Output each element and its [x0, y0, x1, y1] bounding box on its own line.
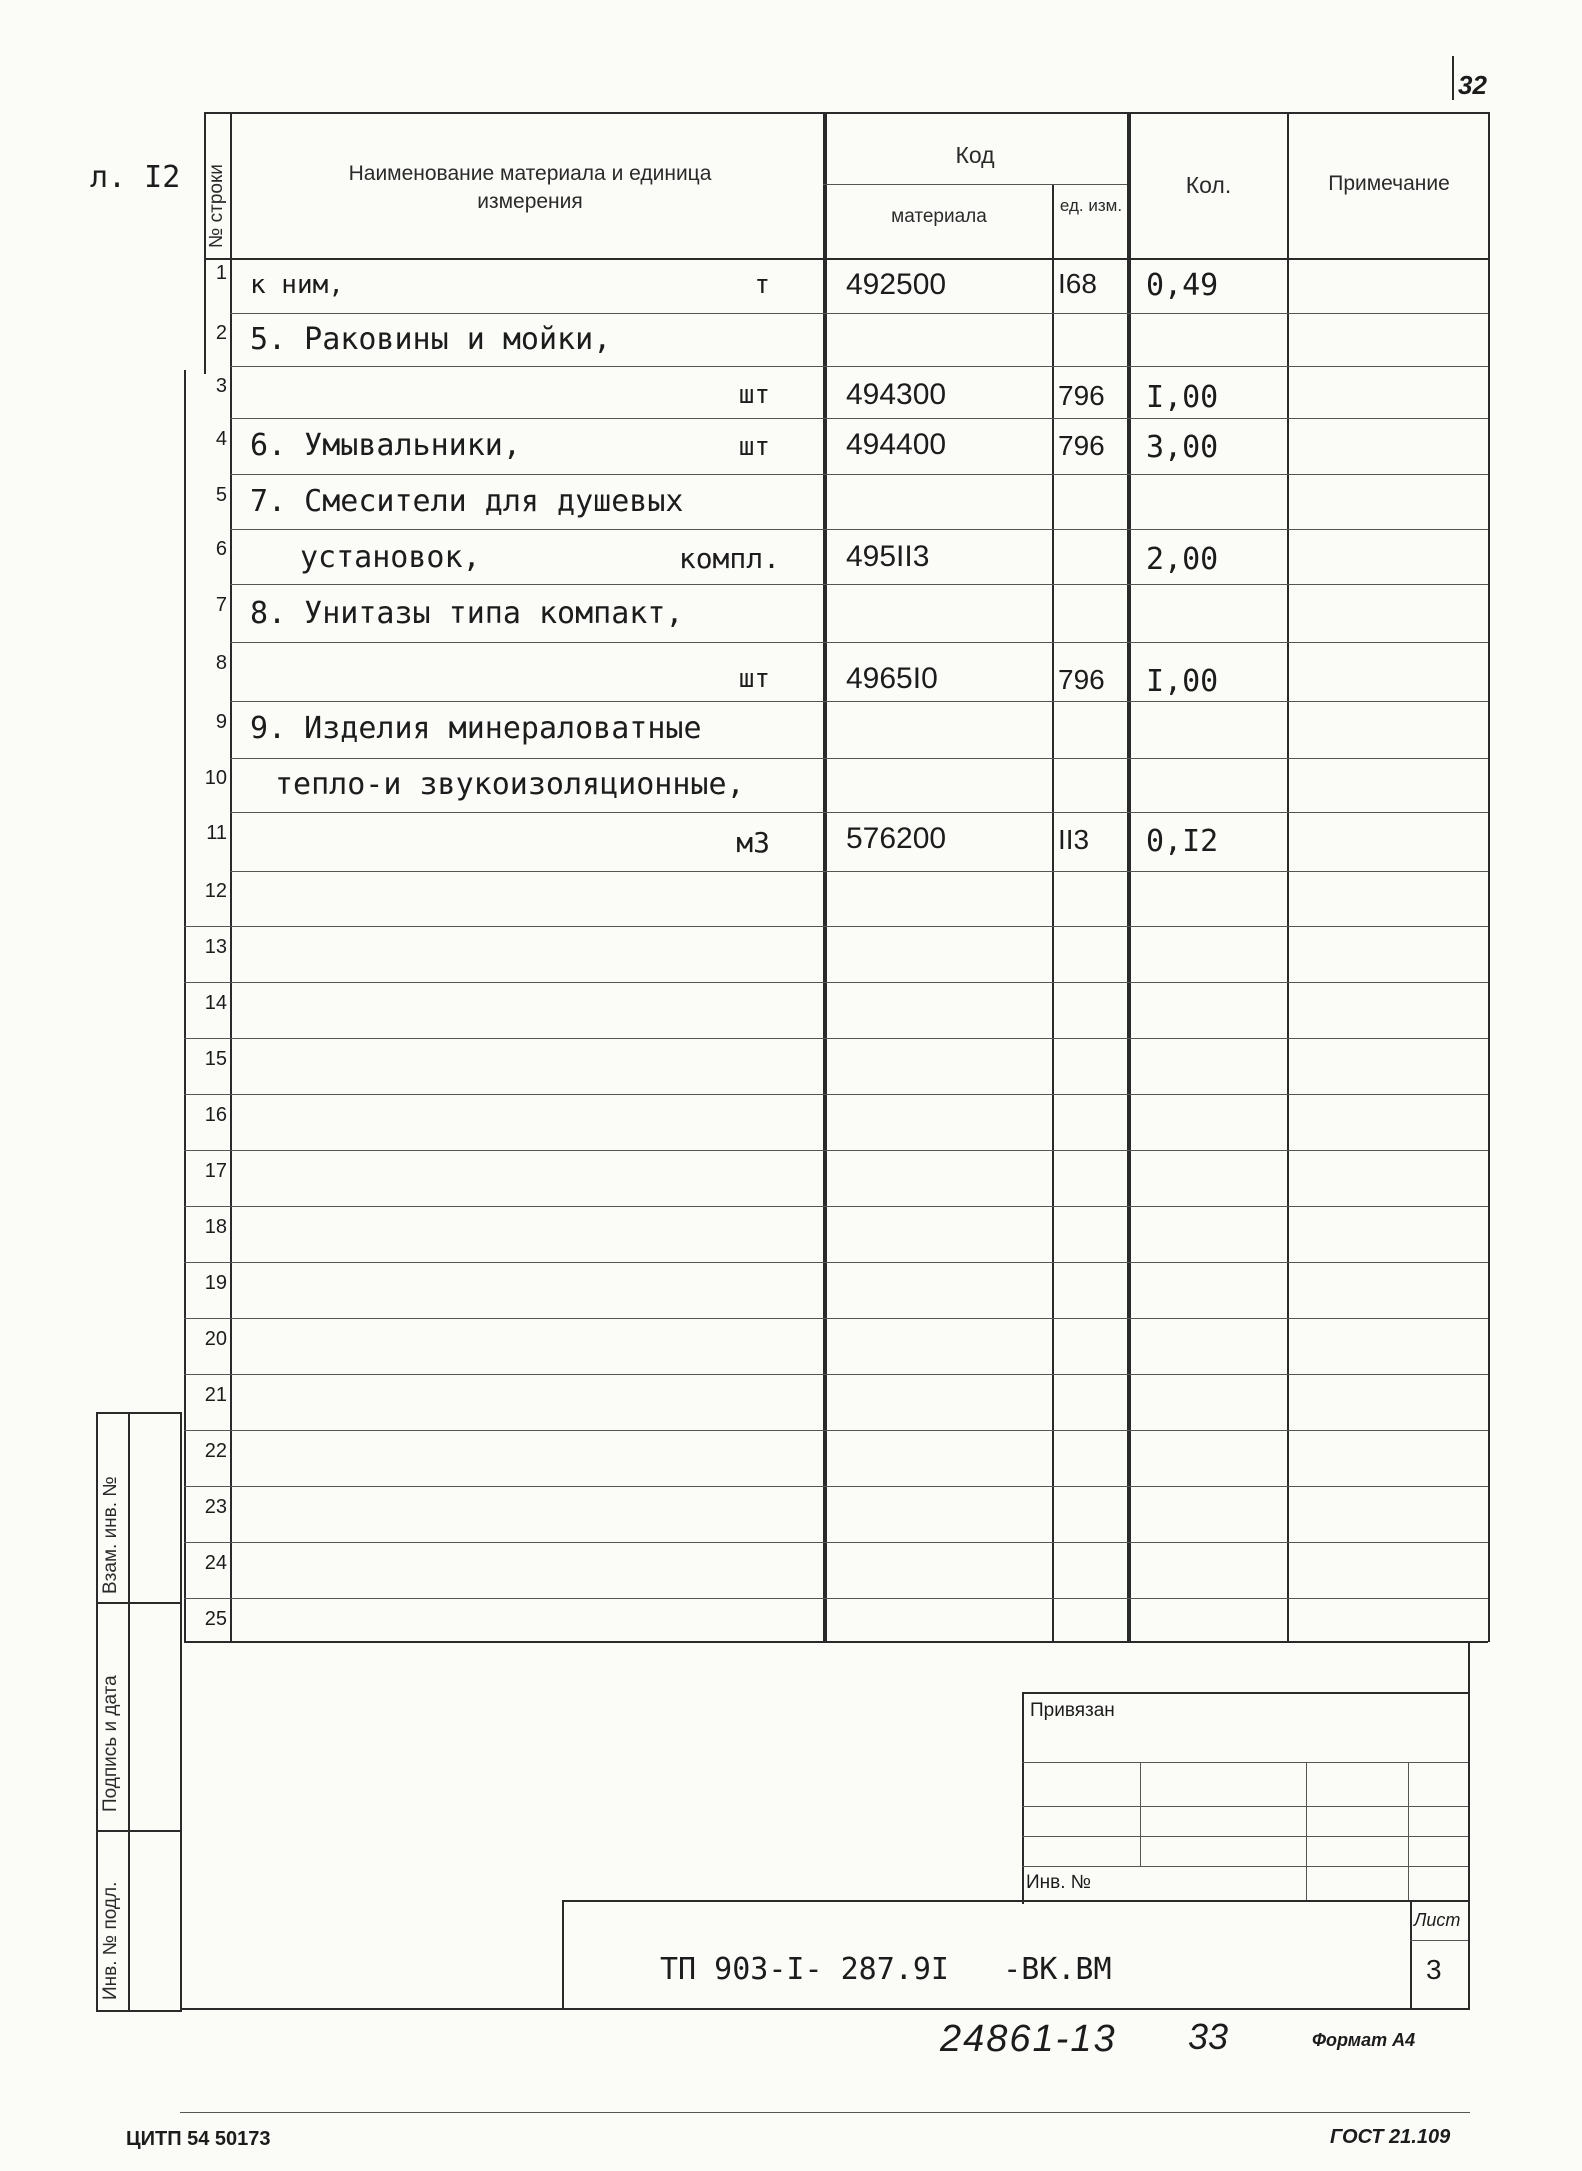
row-number: 20 — [204, 1328, 227, 1350]
sheet-label: Лист — [1414, 1910, 1461, 1930]
footer-rule — [180, 2112, 1470, 2113]
row-3-qty: I,00 — [1146, 380, 1219, 415]
row-4-qty: 3,00 — [1146, 430, 1219, 465]
row-3-unit-name: шт — [738, 380, 770, 410]
row-3-unit-code: 796 — [1058, 380, 1105, 411]
row-6-qty: 2,00 — [1146, 542, 1219, 577]
footer-right: ГОСТ 21.109 — [1330, 2126, 1451, 2148]
row-2-name: 5. Раковины и мойки, — [250, 322, 612, 357]
row-number: 14 — [204, 992, 227, 1014]
row-number: 12 — [204, 880, 227, 902]
row-9-name: 9. Изделия минераловатные — [250, 711, 702, 746]
row-6-name: установок, — [300, 540, 481, 575]
row-8-qty: I,00 — [1146, 664, 1219, 699]
row-1-unit-name: т — [754, 270, 770, 300]
stamp-vzam-inv: Взам. инв. № — [100, 1476, 121, 1594]
header-name: Наименование материала и единица измерения — [348, 162, 712, 213]
row-11-unit-code: II3 — [1058, 824, 1090, 855]
header-note: Примечание — [1328, 172, 1450, 195]
format-label: Формат А4 — [1312, 2030, 1416, 2050]
row-4-name: 6. Умывальники, — [250, 428, 521, 463]
row-number: 17 — [204, 1160, 227, 1182]
row-number: 8 — [215, 652, 227, 674]
sheet-ref: л. I2 — [90, 160, 181, 195]
row-number: 2 — [215, 322, 227, 344]
row-7-name: 8. Унитазы типа компакт, — [250, 596, 684, 631]
privyazan-label: Привязан — [1030, 1700, 1115, 1721]
row-number: 7 — [215, 594, 227, 616]
row-number: 13 — [204, 936, 227, 958]
row-4-code: 494400 — [846, 428, 947, 461]
header-unit: ед. изм. — [1059, 196, 1123, 215]
row-6-unit-name: компл. — [678, 542, 780, 575]
row-11-code: 576200 — [846, 822, 947, 855]
row-3-code: 494300 — [846, 378, 947, 411]
row-5-name: 7. Смесители для душевых — [250, 484, 684, 519]
row-4-unit-name: шт — [738, 432, 770, 462]
row-number: 6 — [215, 538, 227, 560]
frame-bottom — [180, 2008, 1470, 2010]
corner-page-number: 32 — [1458, 70, 1487, 100]
header-material: материала — [891, 206, 987, 227]
stamp-inv-podl: Инв. № подл. — [100, 1881, 121, 2000]
row-number: 1 — [215, 262, 227, 284]
row-number: 23 — [204, 1496, 227, 1518]
row-number: 3 — [215, 375, 227, 397]
row-8-unit-code: 796 — [1058, 664, 1105, 695]
header-row-no: № строки — [206, 164, 227, 248]
row-number: 18 — [204, 1216, 227, 1238]
row-8-unit-name: шт — [738, 664, 770, 694]
archive-number: 24861-13 — [940, 2018, 1117, 2060]
header-qty: Кол. — [1185, 172, 1232, 198]
row-number: 24 — [204, 1552, 227, 1574]
row-number: 15 — [204, 1048, 227, 1070]
row-number: 4 — [215, 428, 227, 450]
header-code: Код — [955, 142, 995, 168]
row-number: 21 — [204, 1384, 227, 1406]
row-number: 25 — [204, 1608, 227, 1630]
row-number: 22 — [204, 1440, 227, 1462]
document-designation: ТП 903-I- 287.9I -ВК.ВМ — [660, 1952, 1112, 1987]
row-number: 5 — [215, 484, 227, 506]
row-6-code: 495II3 — [846, 540, 930, 573]
row-8-code: 4965I0 — [846, 662, 938, 695]
row-1-name: к ним, — [250, 270, 344, 300]
footer-left: ЦИТП 54 50173 — [126, 2128, 271, 2150]
corner-tick — [1452, 56, 1454, 100]
sheet-number: 3 — [1426, 1954, 1442, 1985]
frame-right — [1468, 1642, 1470, 2010]
row-number: 11 — [206, 822, 227, 844]
row-11-qty: 0,I2 — [1146, 824, 1219, 859]
row-10-name: тепло-и звукоизоляционные, — [275, 767, 745, 802]
row-11-unit-name: м3 — [736, 826, 770, 859]
inv-no-label: Инв. № — [1026, 1872, 1092, 1893]
row-number: 9 — [215, 711, 227, 733]
row-number: 19 — [204, 1272, 227, 1294]
stamp-podpis-data: Подпись и дата — [100, 1675, 121, 1812]
row-1-code: 492500 — [846, 268, 947, 301]
row-number: 16 — [204, 1104, 227, 1126]
row-4-unit-code: 796 — [1058, 430, 1105, 461]
archive-page: 33 — [1188, 2016, 1229, 2057]
row-1-qty: 0,49 — [1146, 268, 1219, 303]
row-1-unit-code: I68 — [1058, 268, 1097, 299]
row-number: 10 — [204, 767, 227, 789]
